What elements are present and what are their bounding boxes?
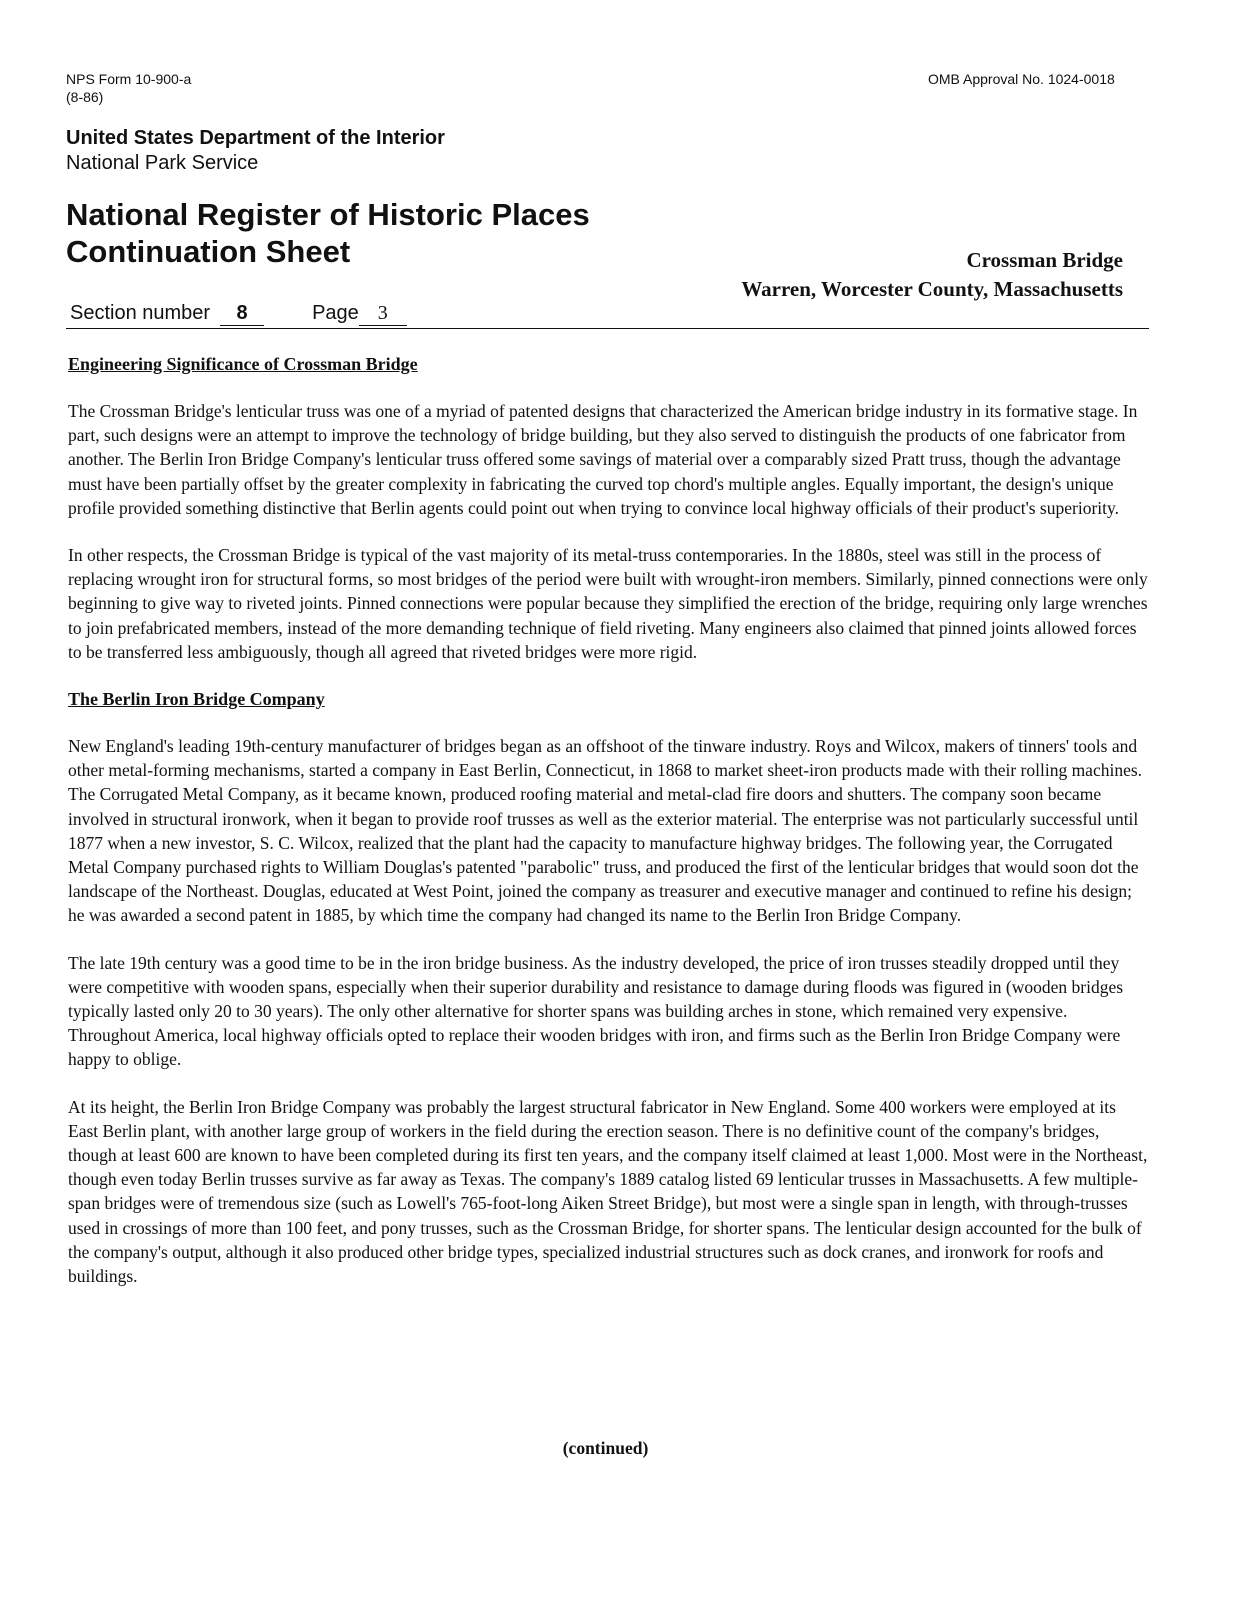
department-name: United States Department of the Interior xyxy=(66,127,445,149)
paragraph: New England's leading 19th-century manufacturer of bridges began as an offshoot of the tinware industry. Roys and Wilcox, makers of tinners' tools and other metal-forming mechanisms, started a company in East Berlin, Connecticut, in 1868 to market sheet-iron products made with their rolling machines. The Corrugated Metal Company, as it became known, produced roofing material and metal-clad fire doors and shutters. The company soon became involved in structural ironwork, when it began to provide roof trusses as well as the exterior material. The enterprise was not particularly successful until 1877 when a new investor, S. C. Wilcox, realized that the plant had the capacity to manufacture highway bridges. The following year, the Corrugated Metal Company purchased rights to William Douglas's patented "parabolic" truss, and produced the first of the lenticular bridges that would soon dot the landscape of the Northeast. Douglas, educated at West Point, joined the company as treasurer and executive manager and continued to refine his design; he was awarded a second patent in 1885, by which time the company had changed its name to the Berlin Iron Bridge Company. xyxy=(68,736,1143,926)
paragraph: The late 19th century was a good time to be in the iron bridge business. As the industry developed, the price of iron trusses steadily dropped until they were competitive with wooden spans, especially when their superior durability and resistance to damage during floods was figured in (wooden bridges typically lasted only 20 to 30 years). The only other alternative for shorter spans was building arches in stone, which remained very expensive. Throughout America, local highway officials opted to replace their wooden bridges with iron, and firms such as the Berlin Iron Bridge Company were happy to oblige. xyxy=(68,952,1124,1070)
paragraph: The Crossman Bridge's lenticular truss was one of a myriad of patented designs that characterized the American bridge industry in its formative stage. In part, such designs were an attempt to improve the technology of bridge building, but they also served to distinguish the products of one fabricator from another. The Berlin Iron Bridge Company's lenticular truss offered some savings of material over a comparably sized Pratt truss, though the advantage must have been partially offset by the greater complexity in fabricating the curved top chord's multiple angles. Equally important, the design's unique profile provided something distinctive that Berlin agents could point out when trying to convince local highway officials of their product's superiority. xyxy=(68,401,1138,518)
page-label: Page xyxy=(312,302,359,324)
section-page-line xyxy=(70,301,407,326)
page-value: 3 xyxy=(359,301,407,326)
paragraph: At its height, the Berlin Iron Bridge Company was probably the largest structural fabricator in New England. Some 400 workers were employed at its East Berlin plant, with another large group of workers in the field during the erection season. There is no definitive count of the company's bridges, though at least 600 are known to have been completed during its first ten years, and the company itself claimed at least 1,000. Most were in the Northeast, though even today Berlin trusses survive as far away as Texas. The company's 1889 catalog listed 69 lenticular trusses in Massachusetts. A few multiple-span bridges were of tremendous size (such as Lowell's 765-foot-long Aiken Street Bridge), but most were a single span in length, with through-trusses used in crossings of more than 100 feet, and pony trusses, such as the Crossman Bridge, for shorter spans. The lenticular design accounted for the bulk of the company's output, although it also produced other bridge types, specialized industrial structures such as dock cranes, and ironwork for roofs and buildings. xyxy=(68,1096,1148,1287)
omb-approval: OMB Approval No. 1024-0018 xyxy=(928,71,1115,87)
agency-block xyxy=(66,126,445,176)
form-title-line1: National Register of Historic Places xyxy=(66,197,590,232)
document-body xyxy=(68,352,1148,1311)
paragraph: In other respects, the Crossman Bridge is typical of the vast majority of its metal-truss contemporaries. In the 1880s, steel was still in the process of replacing wrought iron for structural forms, so most bridges of the period were built with wrought-iron members. Similarly, pinned connections were only beginning to give way to riveted joints. Pinned connections were popular because they simplified the erection of the bridge, requiring only large wrenches to join prefabricated members, instead of the more demanding technique of field riveting. Many engineers also claimed that pinned joints allowed forces to be transferred less ambiguously, though all agreed that riveted bridges were more rigid. xyxy=(68,545,1148,662)
section-number-value: 8 xyxy=(220,301,264,326)
section-heading-company: The Berlin Iron Bridge Company xyxy=(68,689,325,710)
section-heading-engineering: Engineering Significance of Crossman Bridge xyxy=(68,354,418,374)
agency-name: National Park Service xyxy=(66,152,259,174)
form-title xyxy=(66,196,590,270)
form-number: NPS Form 10-900-a xyxy=(66,71,192,87)
section-number-label: Section number xyxy=(70,302,211,324)
form-date: (8-86) xyxy=(66,89,104,105)
property-block xyxy=(741,246,1123,304)
continued-note: (continued) xyxy=(562,1438,649,1458)
property-location: Warren, Worcester County, Massachusetts xyxy=(741,277,1123,301)
header-divider xyxy=(66,328,1149,329)
form-title-line2: Continuation Sheet xyxy=(66,234,351,269)
form-identifier xyxy=(66,70,191,106)
property-name: Crossman Bridge xyxy=(966,248,1123,272)
